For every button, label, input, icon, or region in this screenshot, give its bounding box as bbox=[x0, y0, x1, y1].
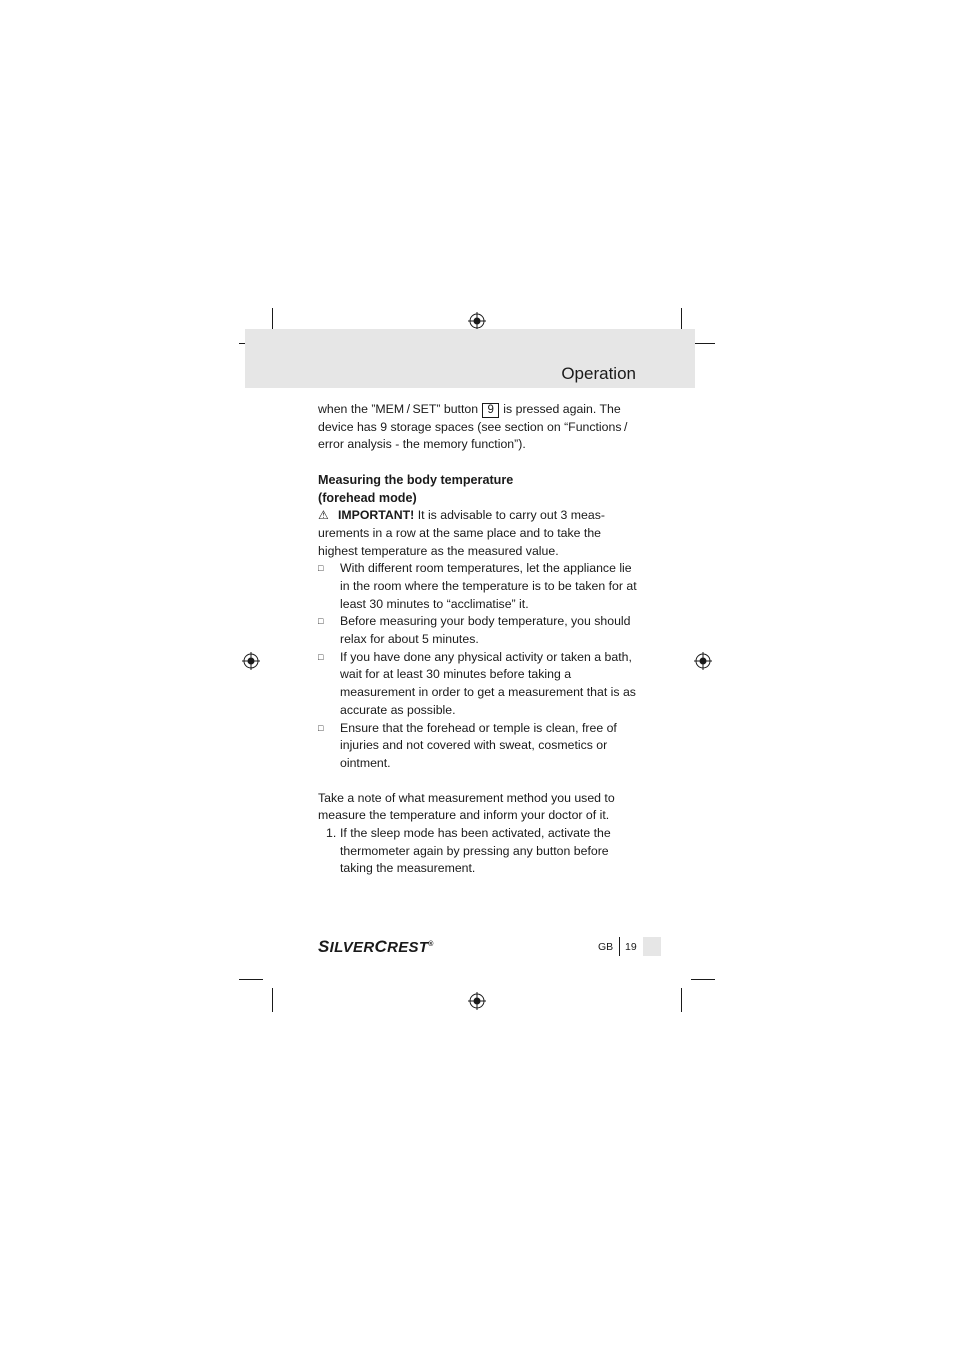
bullet-list bbox=[318, 560, 638, 772]
page-tab bbox=[643, 937, 661, 956]
checkbox-bullet-icon: □ bbox=[318, 651, 324, 662]
crop-mark bbox=[272, 988, 273, 1012]
footer-divider bbox=[619, 937, 620, 956]
step-list bbox=[318, 825, 638, 878]
step-number: 1. bbox=[326, 826, 337, 841]
registration-mark-icon bbox=[242, 652, 260, 670]
crop-mark bbox=[691, 979, 715, 980]
button-reference: 9 bbox=[482, 403, 498, 418]
intro-paragraph: when the ”MEM / SET” button 9 is pressed again. The device has 9 storage spaces (see section on “Functions / error analysis - the memory function”). bbox=[318, 402, 628, 452]
registration-mark-icon bbox=[468, 312, 486, 330]
important-label: IMPORTANT! bbox=[338, 508, 415, 523]
language-code: GB bbox=[598, 941, 614, 953]
brand-logo: SILVERCREST® bbox=[318, 937, 434, 956]
page-number: 19 bbox=[625, 941, 637, 953]
registration-mark-icon bbox=[468, 992, 486, 1010]
note-paragraph: Take a note of what measurement method you used to measure the temperature and inform your doctor of it. bbox=[318, 790, 615, 823]
list-item: □ With different room temperatures, let the appliance lie in the room where the temperature is to be taken for at least 30 minutes to “acclimatise” it. bbox=[318, 561, 637, 611]
step-item: 1. If the sleep mode has been activated, activate the thermometer again by pressing any button before taking the measurement. bbox=[326, 826, 611, 876]
page-title: Operation bbox=[561, 364, 636, 383]
list-item: □ If you have done any physical activity or taken a bath, wait for at least 30 minutes before taking a measurement in order to get a measurement that is as accurate as possible. bbox=[318, 649, 636, 717]
crop-mark bbox=[681, 988, 682, 1012]
checkbox-bullet-icon: □ bbox=[318, 722, 324, 733]
list-item: □ Ensure that the forehead or temple is clean, free of injuries and not covered with sweat, cosmetics or ointment. bbox=[318, 720, 617, 770]
important-paragraph: ⚠ IMPORTANT! It is advisable to carry out 3 meas-urements in a row at the same place and to take the highest temperature as the measured value. bbox=[318, 508, 605, 558]
header-band bbox=[245, 329, 695, 388]
warning-icon: ⚠ bbox=[318, 508, 329, 523]
crop-mark bbox=[239, 979, 263, 980]
section-heading: Measuring the body temperature (forehead mode) bbox=[318, 473, 514, 505]
list-item: □ Before measuring your body temperature, you should relax for about 5 minutes. bbox=[318, 614, 631, 647]
checkbox-bullet-icon: □ bbox=[318, 563, 324, 574]
registration-mark-icon bbox=[694, 652, 712, 670]
main-content bbox=[318, 401, 638, 878]
checkbox-bullet-icon: □ bbox=[318, 616, 324, 627]
